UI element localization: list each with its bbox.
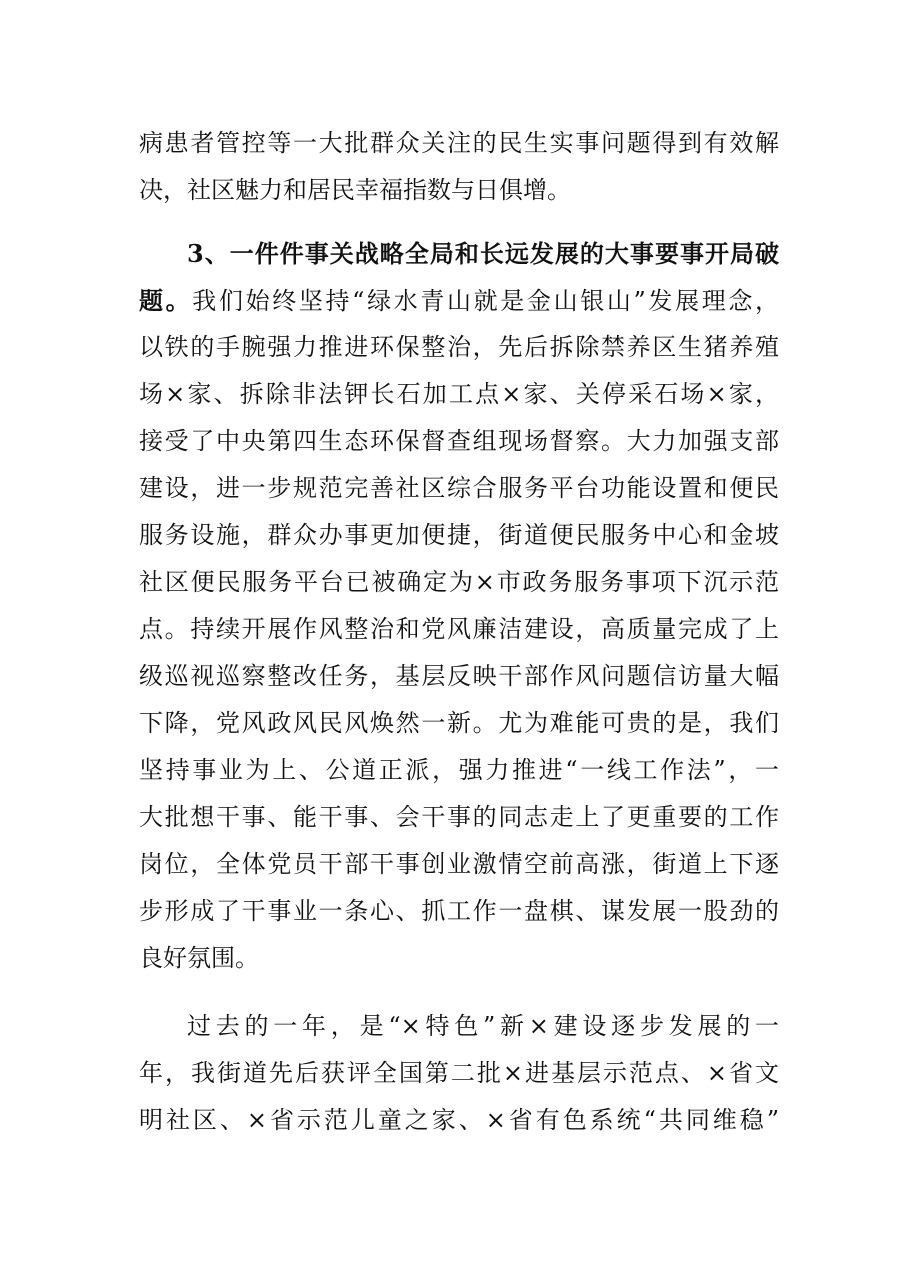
text-line: 服务设施，群众办事更加便捷，街道便民服务中心和金坡 xyxy=(139,521,779,549)
paragraph-past-year xyxy=(139,1003,779,1144)
text-line: 大批想干事、能干事、会干事的同志走上了更重要的工作 xyxy=(139,803,779,831)
paragraph-section-3 xyxy=(139,230,779,982)
text-line: 下降，党风政风民风焕然一新。尤为难能可贵的是，我们 xyxy=(139,709,779,737)
text-line: 场×家、拆除非法钾长石加工点×家、关停采石场×家， xyxy=(139,380,779,408)
text-line xyxy=(139,277,779,324)
text-line: 级巡视巡察整改任务，基层反映干部作风问题信访量大幅 xyxy=(139,662,779,690)
paragraph-continuation xyxy=(139,120,779,214)
text-line: 建设，进一步规范完善社区综合服务平台功能设置和便民 xyxy=(139,474,779,502)
text-line: 病患者管控等一大批群众关注的民生实事问题得到有效解 xyxy=(139,129,779,157)
text-line: 坚持事业为上、公道正派，强力推进“一线工作法”，一 xyxy=(139,756,779,784)
section-heading-end: 题。 xyxy=(139,286,193,315)
text-run: 我们始终坚持“绿水青山就是金山银山”发展理念， xyxy=(192,287,779,315)
text-line: 年，我街道先后获评全国第二批×进基层示范点、×省文 xyxy=(139,1059,779,1087)
text-line: 社区便民服务平台已被确定为×市政务服务事项下沉示范 xyxy=(139,568,779,596)
text-line: 明社区、×省示范儿童之家、×省有色系统“共同维稳” xyxy=(139,1106,779,1134)
text-line: 步形成了干事业一条心、抓工作一盘棋、谋发展一股劲的 xyxy=(139,897,779,925)
text-line: 接受了中央第四生态环保督查组现场督察。大力加强支部 xyxy=(139,427,779,455)
text-line: 岗位，全体党员干部干事创业激情空前高涨，街道上下逐 xyxy=(139,850,779,878)
text-line: 决，社区魅力和居民幸福指数与日俱增。 xyxy=(139,176,571,204)
text-line: 过去的一年，是“×特色”新×建设逐步发展的一 xyxy=(187,1012,779,1040)
section-heading: 3、一件件事关战略全局和长远发展的大事要事开局破 xyxy=(187,239,779,268)
text-line: 良好氛围。 xyxy=(139,944,259,972)
text-line: 点。持续开展作风整治和党风廉洁建设，高质量完成了上 xyxy=(139,615,779,643)
text-line: 以铁的手腕强力推进环保整治，先后拆除禁养区生猪养殖 xyxy=(139,333,779,361)
